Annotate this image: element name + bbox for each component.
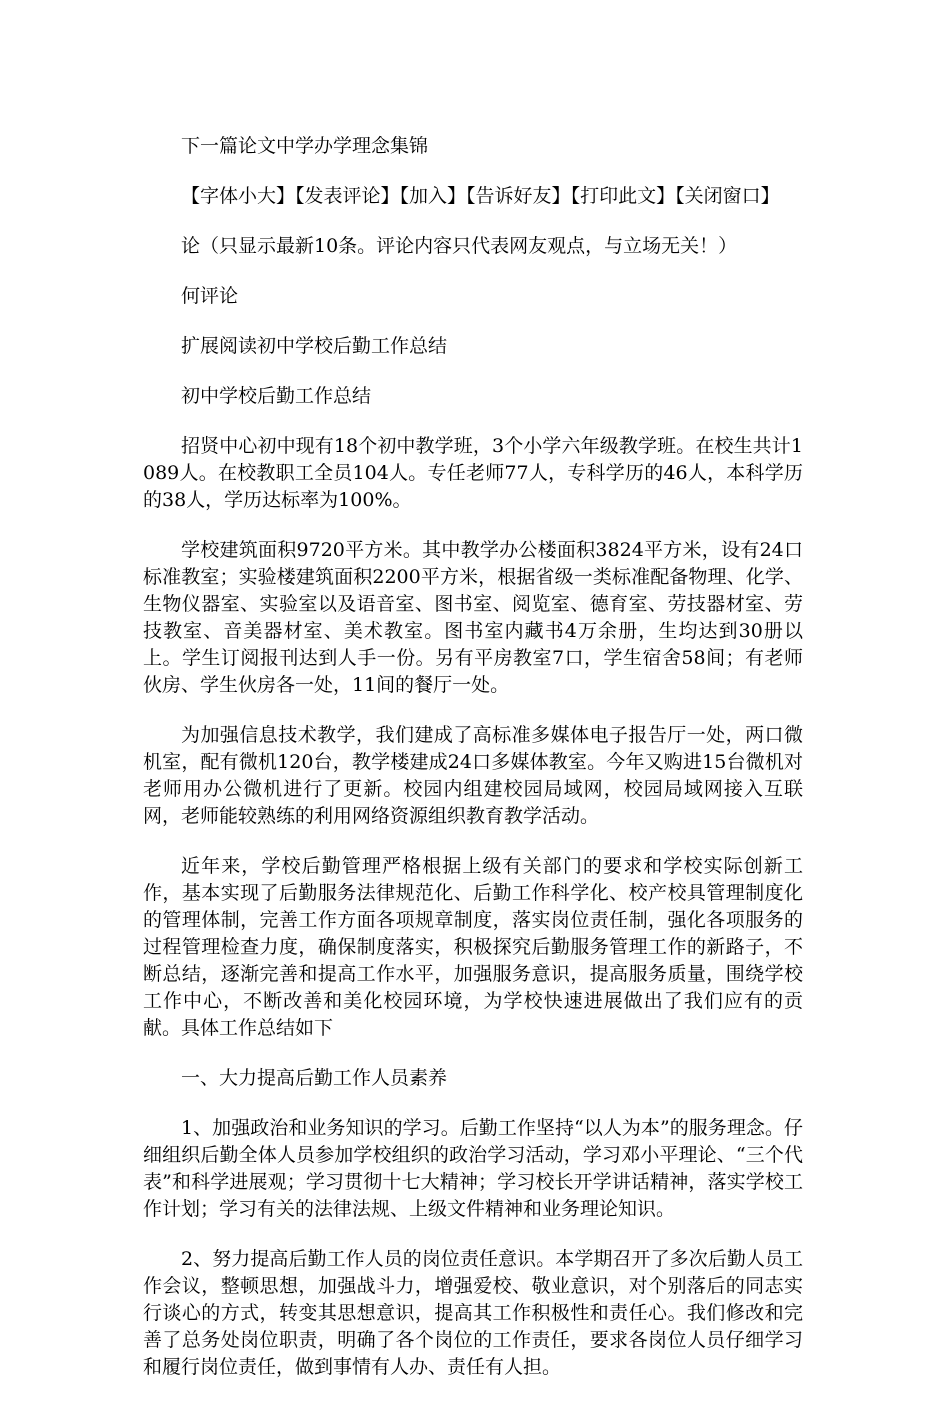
document-page: [143, 133, 803, 1404]
join-link[interactable]: 【加入】: [399, 185, 467, 207]
post-comment-link[interactable]: 【发表评论】: [295, 185, 400, 207]
comment-link[interactable]: 何评论: [181, 285, 239, 307]
comment-notice: 论（只显示最新10条。评论内容只代表网友观点，与立场无关！）: [181, 235, 738, 257]
print-article-link[interactable]: 【打印此文】: [570, 185, 676, 207]
tell-friend-link[interactable]: 【告诉好友】: [466, 185, 571, 207]
prev-article-link[interactable]: 下一篇论文中学办学理念集锦: [181, 135, 429, 157]
paragraph-it-teaching: 为加强信息技术教学，我们建成了高标准多媒体电子报告厅一处，两口微机室，配有微机120台，教学楼建成24口多媒体教室。今年又购进15台微机对老师用办公微机进行了更新。校园内组建校园局域网，校园局域网接入互联网，老师能较熟练的利用网络资源组织教育教学活动。: [143, 724, 803, 827]
paragraph-school-overview: 招贤中心初中现有18个初中教学班，3个小学六年级教学班。在校生共计1089人。在校教职工全员104人。专任老师77人，专科学历的46人，本科学历的38人，学历达标率为100%。: [143, 435, 803, 511]
article-toolbar: [143, 183, 803, 210]
paragraph-item-1: 1、加强政治和业务知识的学习。后勤工作坚持“以人为本”的服务理念。仔细组织后勤全体人员参加学校组织的政治学习活动，学习邓小平理论、“三个代表”和科学进展观；学习贯彻十七大精神；学习校长开学讲话精神，落实学校工作计划；学习有关的法律法规、上级文件精神和业务理论知识。: [143, 1117, 803, 1220]
article-title: 初中学校后勤工作总结: [181, 385, 372, 407]
paragraph-item-2: 2、努力提高后勤工作人员的岗位责任意识。本学期召开了多次后勤人员工作会议，整顿思想，加强战斗力，增强爱校、敬业意识，对个别落后的同志实行谈心的方式，转变其思想意识，提高其工作积极性和责任心。我们修改和完善了总务处岗位职责，明确了各个岗位的工作责任，要求各岗位人员仔细学习和履行岗位责任，做到事情有人办、责任有人担。: [143, 1248, 803, 1378]
paragraph-buildings: 学校建筑面积9720平方米。其中教学办公楼面积3824平方米，设有24口标准教室；实验楼建筑面积2200平方米，根据省级一类标准配备物理、化学、生物仪器室、实验室以及语音室、图书室、阅览室、德育室、劳技器材室、劳技教室、音美器材室、美术教室。图书室内藏书4万余册，生均达到30册以上。学生订阅报刊达到人手一份。另有平房教室7口，学生宿舍58间；有老师伙房、学生伙房各一处，11间的餐厅一处。: [143, 539, 803, 696]
extended-reading-heading: 扩展阅读初中学校后勤工作总结: [181, 335, 448, 357]
font-size-link[interactable]: 【字体小大】: [181, 185, 296, 207]
paragraph-management: 近年来，学校后勤管理严格根据上级有关部门的要求和学校实际创新工作，基本实现了后勤服务法律规范化、后勤工作科学化、校产校具管理制度化的管理体制，完善工作方面各项规章制度，落实岗位责任制，强化各项服务的过程管理检查力度，确保制度落实，积极探究后勤服务管理工作的新路子，不断总结，逐渐完善和提高工作水平，加强服务意识，提高服务质量，围绕学校工作中心，不断改善和美化校园环境，为学校快速进展做出了我们应有的贡献。具体工作总结如下: [143, 855, 803, 1039]
close-window-link[interactable]: 【关闭窗口】: [675, 185, 780, 207]
section-heading-1: 一、大力提高后勤工作人员素养: [181, 1067, 448, 1089]
